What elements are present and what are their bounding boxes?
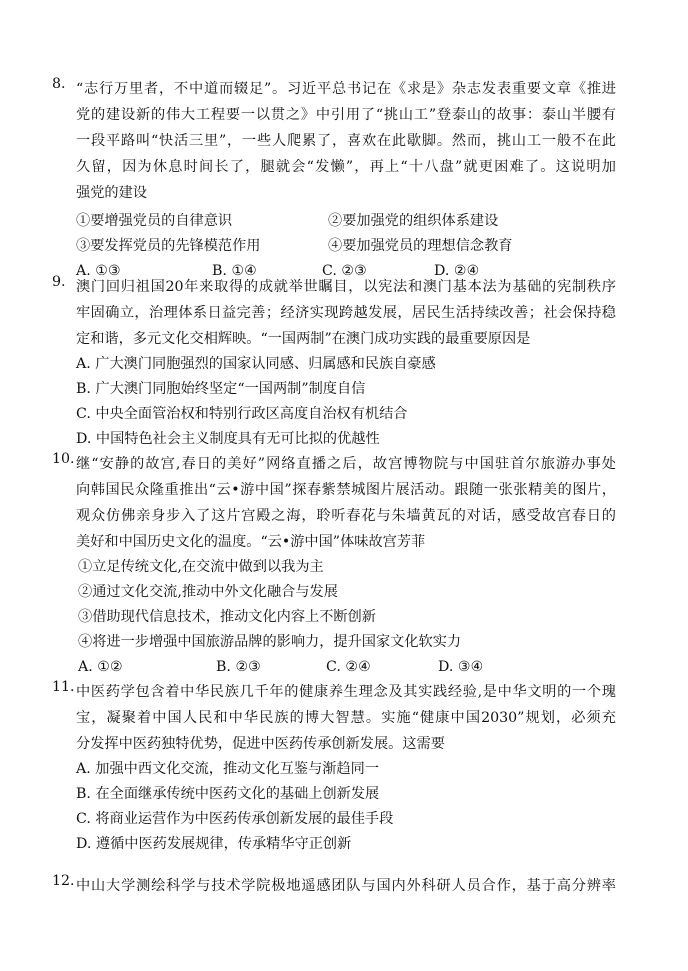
stem-line: 观众仿佛亲身步入了这片宫殿之海，聆听春花与朱墙黄瓦的对话，感受故宫春日的 <box>76 508 616 524</box>
statement: ①立足传统文化,在交流中做到以我为主 <box>78 559 324 575</box>
choice-row <box>76 655 616 680</box>
stem-line: 久留，因为休息时间长了，腿就会“发懒”，再上“十八盘”就更困难了。这说明加 <box>76 159 616 175</box>
stem-line: 党的建设新的伟大工程要一以贯之》中引用了“挑山工”登泰山的故事：泰山半腰有 <box>76 107 616 123</box>
statement: ②通过文化交流,推动中外文化融合与发展 <box>78 584 338 600</box>
option-b: B. 广大澳门同胞始终坚定“一国两制”制度自信 <box>76 381 366 397</box>
stem-line: 宝，凝聚着中国人民和中华民族的博大智慧。实施“健康中国2030”规划，必须充 <box>76 710 616 726</box>
stem-line: 中山大学测绘科学与技术学院极地遥感团队与国内外科研人员合作，基于高分辨率 <box>76 878 616 894</box>
option-c: C. 中央全面管治权和特别行政区高度自治权有机结合 <box>76 406 408 422</box>
statement: ③借助现代信息技术，推动文化内容上不断创新 <box>78 609 376 625</box>
question-stem <box>76 274 616 352</box>
statement: ③要发挥党员的先锋模范作用 <box>76 238 261 254</box>
stem-line: 中医药学包含着中华民族几千年的健康养生理念及其实践经验,是中华文明的一个瑰 <box>76 684 616 700</box>
statement: ④要加强党员的理想信念教育 <box>328 238 513 254</box>
stem-line: 强党的建设 <box>76 185 147 201</box>
question-number: 8. <box>52 76 66 92</box>
stem-line: 一段平路叫“快活三里”，一些人爬累了，喜欢在此歇脚。然而，挑山工一般不在此 <box>76 133 616 149</box>
question-number: 11. <box>52 679 75 695</box>
choice-d: D. ③④ <box>438 659 484 675</box>
statement: ②要加强党的组织体系建设 <box>328 213 499 229</box>
stem-line: 澳门回归祖国20年来取得的成就举世瞩目，以宪法和澳门基本法为基础的宪制秩序 <box>76 279 616 295</box>
choice-a: A. ①② <box>78 659 123 675</box>
question-stem <box>76 76 616 206</box>
choice-b: B. ②③ <box>216 659 261 675</box>
stem-line: 美好和中国历史文化的温度。“云•游中国”体味故宫芳菲 <box>76 534 426 550</box>
statement: ①要增强党员的自律意识 <box>76 213 233 229</box>
question-9 <box>52 274 616 452</box>
question-stem <box>76 451 616 555</box>
option-c: C. 将商业运营作为中医药传承创新发展的最佳手段 <box>76 811 394 827</box>
option-a: A. 广大澳门同胞强烈的国家认同感、归属感和民族自豪感 <box>76 356 436 372</box>
choice-d: D. ②④ <box>434 263 480 279</box>
stem-line: 向韩国民众隆重推出“云•游中国”探春紫禁城图片展活动。跟随一张张精美的图片， <box>76 482 616 498</box>
question-stem <box>76 679 616 757</box>
stem-line: 牢固确立，治理体系日益完善；经济实现跨越发展，居民生活持续改善；社会保持稳 <box>76 305 616 321</box>
question-stem <box>76 873 616 899</box>
stem-line: 定和谐，多元文化交相辉映。“一国两制”在澳门成功实践的最重要原因是 <box>76 331 531 347</box>
question-number: 12. <box>52 873 75 889</box>
stem-line: 继“安静的故宫,春日的美好”网络直播之后，故宫博物院与中国驻首尔旅游办事处 <box>76 456 616 472</box>
option-d: D. 中国特色社会主义制度具有无可比拟的优越性 <box>76 431 380 447</box>
choice-b: B. ①④ <box>212 263 257 279</box>
question-number: 10. <box>52 451 75 467</box>
option-b: B. 在全面继承传统中医药文化的基础上创新发展 <box>76 786 380 802</box>
statement-row <box>76 234 616 259</box>
statement-row <box>76 209 616 234</box>
question-11 <box>52 679 616 857</box>
question-12 <box>52 873 616 899</box>
question-10 <box>52 451 616 680</box>
option-a: A. 加强中西文化交流，推动文化互鉴与渐趋同一 <box>76 761 380 777</box>
stem-line: 分发挥中医药独特优势，促进中医药传承创新发展。这需要 <box>76 736 445 752</box>
option-d: D. 遵循中医药发展规律，传承精华守正创新 <box>76 836 352 852</box>
choice-c: C. ②③ <box>322 263 367 279</box>
question-number: 9. <box>52 274 66 290</box>
question-8 <box>52 76 616 284</box>
choice-c: C. ②④ <box>326 659 371 675</box>
stem-line: “志行万里者，不中道而辍足”。习近平总书记在《求是》杂志发表重要文章《推进 <box>76 81 616 97</box>
statement: ④将进一步增强中国旅游品牌的影响力，提升国家文化软实力 <box>78 634 462 650</box>
choice-a: A. ①③ <box>76 263 121 279</box>
